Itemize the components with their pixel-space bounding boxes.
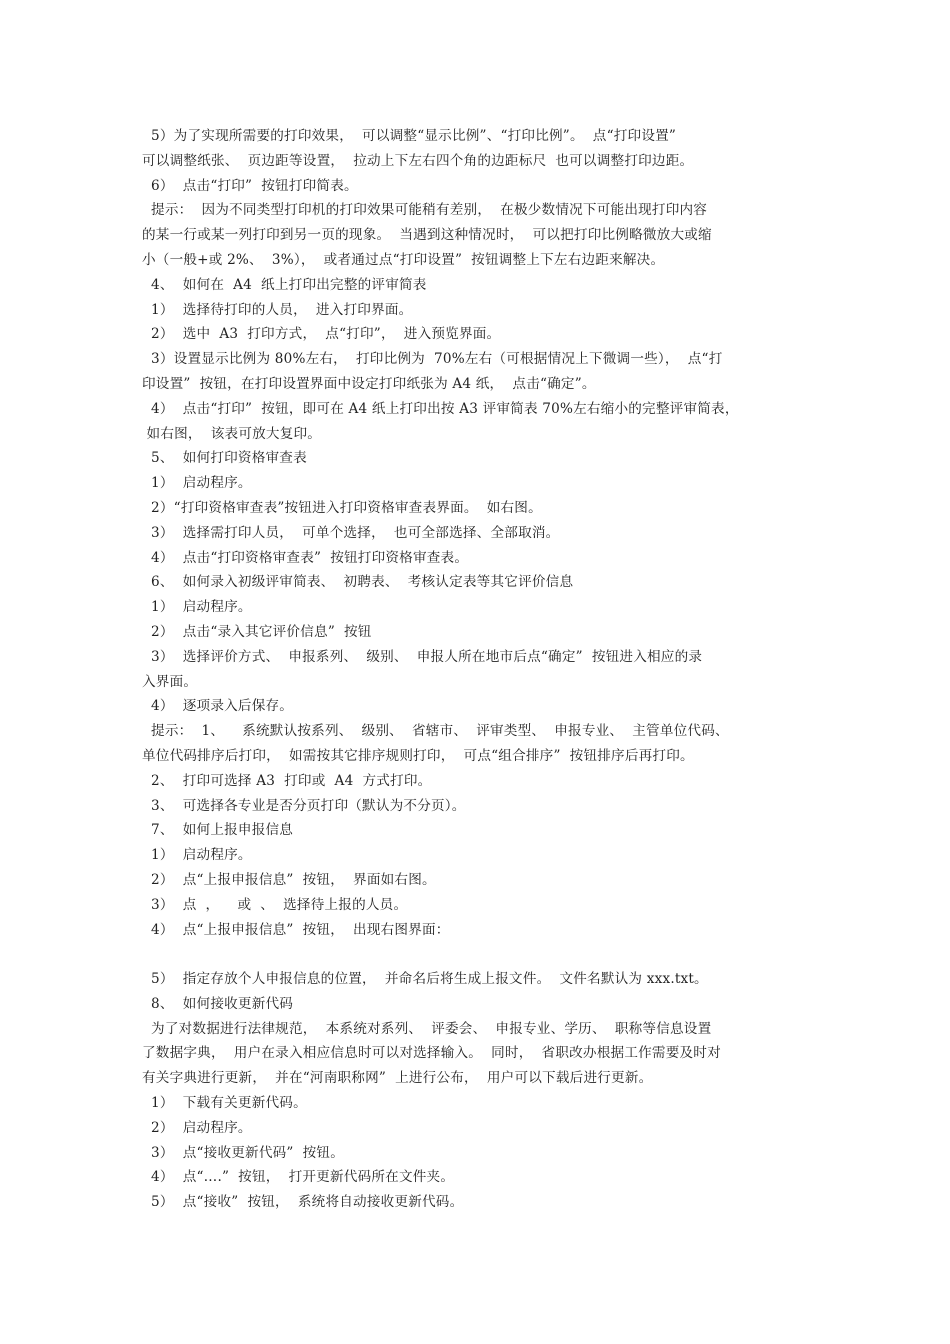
text-line: 的某一行或某一列打印到另一页的现象。 当遇到这种情况时， 可以把打印比例略微放大或缩 [142, 227, 712, 244]
text-line: 7、 如何上报申报信息 [142, 822, 294, 839]
text-line: 3）设置显示比例为 80%左右， 打印比例为 70%左右（可根据情况上下微调一些）， 点“打 [142, 351, 723, 368]
text-line: 4） 点“上报申报信息” 按钮， 出现右图界面： [142, 921, 450, 938]
text-line: 为了对数据进行法律规范， 本系统对系列、 评委会、 申报专业、学历、 职称等信息设置 [142, 1020, 712, 1037]
document-body [142, 124, 808, 1215]
text-line: 有关字典进行更新， 并在“河南职称网” 上进行公布， 用户可以下载后进行更新。 [142, 1070, 653, 1087]
text-line: 6） 点击“打印” 按钮打印简表。 [142, 177, 358, 194]
text-line: 3） 点 ， 或 、 选择待上报的人员。 [142, 896, 408, 913]
text-line: 2） 点“上报申报信息” 按钮， 界面如右图。 [142, 871, 436, 888]
text-line: 3） 点“接收更新代码” 按钮。 [142, 1144, 345, 1161]
text-line: 5） 点“接收” 按钮， 系统将自动接收更新代码。 [142, 1194, 464, 1211]
text-line: 4、 如何在 A4 纸上打印出完整的评审简表 [142, 276, 427, 293]
text-line: 1） 选择待打印的人员， 进入打印界面。 [142, 301, 413, 318]
text-line: 5、 如何打印资格审查表 [142, 450, 307, 467]
text-line: 3） 选择需打印人员， 可单个选择， 也可全部选择、全部取消。 [142, 524, 560, 541]
blank-line [142, 942, 808, 967]
text-line: 提示： 因为不同类型打印机的打印效果可能稍有差别， 在极少数情况下可能出现打印内容 [142, 202, 708, 219]
text-line: 可以调整纸张、 页边距等设置， 拉动上下左右四个角的边距标尺 也可以调整打印边距。 [142, 152, 694, 169]
text-line: 5） 指定存放个人申报信息的位置， 并命名后将生成上报文件。 文件名默认为 xxx.txt。 [142, 971, 708, 988]
text-line: 了数据字典， 用户在录入相应信息时可以对选择输入。 同时， 省职改办根据工作需要及时对 [142, 1045, 721, 1062]
text-line: 单位代码排序后打印， 如需按其它排序规则打印， 可点“组合排序” 按钮排序后再打印。 [142, 747, 694, 764]
text-line: 1） 启动程序。 [142, 847, 252, 864]
text-line: 8、 如何接收更新代码 [142, 995, 294, 1012]
text-line: 6、 如何录入初级评审简表、 初聘表、 考核认定表等其它评价信息 [142, 574, 574, 591]
text-line: 4） 逐项录入后保存。 [142, 698, 294, 715]
text-line: 1） 启动程序。 [142, 599, 252, 616]
text-line: 2） 选中 A3 打印方式， 点“打印”， 进入预览界面。 [142, 326, 501, 343]
text-line: 5）为了实现所需要的打印效果， 可以调整“显示比例”、“打印比例”。 点“打印设置” [142, 128, 677, 144]
text-line: 3） 选择评价方式、 申报系列、 级别、 申报人所在地市后点“确定” 按钮进入相应的录 [142, 648, 703, 665]
text-line: 4） 点击“打印资格审查表” 按钮打印资格审查表。 [142, 549, 469, 566]
text-line: 4） 点“….” 按钮， 打开更新代码所在文件夹。 [142, 1169, 455, 1186]
text-line: 2） 点击“录入其它评价信息” 按钮 [142, 623, 372, 640]
text-line: 3、 可选择各专业是否分页打印（默认为不分页）。 [142, 797, 466, 814]
text-line: 4） 点击“打印” 按钮，即可在 A4 纸上打印出按 A3 评审简表 70%左右缩小的完整评审简表， [142, 400, 739, 417]
text-line: 2） 启动程序。 [142, 1119, 252, 1136]
text-line: 提示： 1、 系统默认按系列、 级别、 省辖市、 评审类型、 申报专业、 主管单位代码、 [142, 723, 729, 740]
text-line: 入界面。 [142, 673, 198, 690]
text-line: 1） 启动程序。 [142, 475, 252, 492]
text-line: 印设置” 按钮，在打印设置界面中设定打印纸张为 A4 纸， 点击“确定”。 [142, 375, 596, 392]
text-line: 2、 打印可选择 A3 打印或 A4 方式打印。 [142, 772, 432, 789]
text-line: 1） 下载有关更新代码。 [142, 1095, 307, 1112]
text-line: 如右图， 该表可放大复印。 [142, 425, 322, 442]
text-line: 小（一般+或 2%、 3%）， 或者通过点“打印设置” 按钮调整上下左右边距来解决。 [142, 251, 665, 268]
text-line: 2）“打印资格审查表”按钮进入打印资格审查表界面。 如右图。 [142, 499, 542, 516]
